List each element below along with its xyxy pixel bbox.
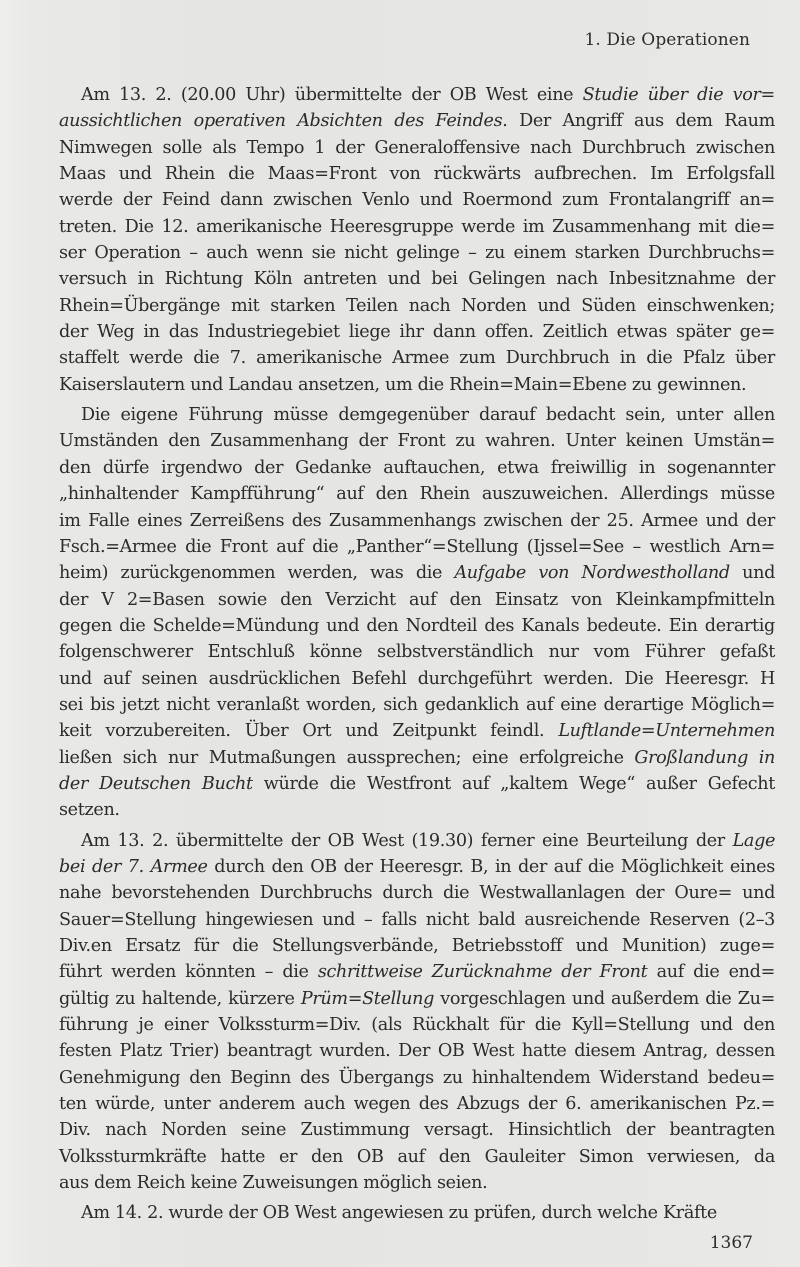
text-run: würde die Westfront auf „kaltem Wege“ außer Gefecht: [252, 773, 775, 794]
page-number: 1367: [709, 1233, 753, 1253]
text-line: [37, 1200, 753, 1226]
text-line: [37, 692, 775, 718]
text-run: Umständen den Zusammenhang der Front zu wahren. Unter keinen Umstän=: [59, 431, 775, 452]
running-head: 1. Die Operationen: [584, 30, 750, 50]
text-run: Rhein=Übergänge mit starken Teilen nach Norden und Süden einschwenken;: [59, 295, 775, 316]
text-line: [37, 372, 753, 398]
text-line: [37, 135, 775, 161]
text-line: [37, 82, 775, 108]
text-run: . Der Angriff aus dem Raum: [502, 111, 775, 132]
text-run: führt werden könnten – die: [59, 962, 318, 983]
text-line: [37, 933, 775, 959]
text-run: durch den OB der Heeresgr. B, in der auf die Möglichkeit eines: [207, 856, 775, 877]
text-line: [37, 560, 776, 586]
paragraph: [37, 828, 776, 1197]
text-run: staffelt werde die 7. amerikanische Armee zum Durchbruch in die Pfalz über: [59, 348, 775, 369]
text-run: aus dem Reich keine Zuweisungen möglich seien.: [59, 1173, 488, 1194]
text-run: und: [729, 563, 776, 584]
text-run: Die eigene Führung müsse demgegenüber darauf bedacht sein, unter allen: [81, 405, 775, 426]
text-run: den dürfe irgendwo der Gedanke auftauchen, etwa freiwillig in sogenannter: [59, 457, 775, 478]
text-run: der V 2=Basen sowie den Verzicht auf den Einsatz von Kleinkampfmitteln: [59, 589, 775, 610]
text-line: [37, 108, 775, 134]
text-run: Sauer=Stellung hingewiesen und – falls nicht bald ausreichende Reserven (2–3: [59, 909, 776, 930]
text-line: [37, 880, 775, 906]
text-run: Nimwegen solle als Tempo 1 der Generaloffensive nach Durchbruch zwischen: [59, 137, 775, 158]
text-run: Kaiserslautern und Landau ansetzen, um die Rhein=Main=Ebene zu gewinnen.: [59, 374, 747, 395]
text-line: [37, 1117, 776, 1143]
text-run: Am 13. 2. übermittelte der OB West (19.30) ferner eine Beurteilung der: [81, 830, 733, 851]
text-run: Div. nach Norden seine Zustimmung versagt. Hinsichtlich der beantragten: [59, 1120, 776, 1141]
text-run: sei bis jetzt nicht veranlaßt worden, sich gedanklich auf eine derartige Möglich=: [59, 694, 775, 715]
text-line: [37, 319, 776, 345]
text-run: nahe bevorstehenden Durchbruchs durch die Westwallanlagen der Oure= und: [59, 883, 775, 904]
italic-phrase: schrittweise Zurücknahme der Front: [317, 962, 648, 983]
paragraph: [37, 1200, 753, 1226]
italic-phrase: bei der 7. Armee: [59, 856, 208, 877]
text-line: [37, 534, 775, 560]
text-line: [37, 587, 775, 613]
text-line: [37, 1170, 753, 1196]
text-run: Volkssturmkräfte hatte er den OB auf den Gauleiter Simon verwiesen, da: [59, 1146, 775, 1167]
text-line: [37, 718, 775, 744]
text-line: [37, 1065, 776, 1091]
text-run: treten. Die 12. amerikanische Heeresgruppe werde im Zusammenhang mit die=: [59, 216, 775, 237]
text-line: [37, 455, 775, 481]
text-run: im Falle eines Zerreißens des Zusammenhangs zwischen der 25. Armee und der: [59, 510, 775, 531]
text-line: [37, 1038, 776, 1064]
text-run: vorgeschlagen und außerdem die Zu=: [434, 988, 775, 1009]
text-line: [37, 828, 776, 854]
text-run: folgenschwerer Entschluß könne selbstverständlich nur vom Führer gefaßt: [59, 642, 775, 663]
text-run: Fsch.=Armee die Front auf die „Panther“=Stellung (Ijssel=See – westlich Arn=: [59, 536, 775, 557]
text-line: [37, 666, 775, 692]
paragraph: [37, 82, 776, 398]
text-run: versuch in Richtung Köln antreten und bei Gelingen nach Inbesitznahme der: [59, 269, 776, 290]
text-run: heim) zurückgenommen werden, was die: [59, 563, 455, 584]
text-run: ten würde, unter anderem auch wegen des Abzugs der 6. amerikanischen Pz.=: [59, 1094, 775, 1115]
text-line: [37, 907, 776, 933]
text-run: gültig zu haltende, kürzere: [59, 988, 301, 1009]
text-line: [37, 1091, 775, 1117]
italic-phrase: Aufgabe von Nordwestholland: [454, 563, 730, 584]
text-line: [37, 508, 775, 534]
text-line: [37, 214, 775, 240]
body-text: [37, 82, 776, 1227]
text-line: [37, 481, 775, 507]
italic-phrase: Studie über die vor=: [582, 85, 775, 105]
text-line: [37, 959, 775, 985]
text-run: werde der Feind dann zwischen Venlo und Roermond zum Frontalangriff an=: [59, 190, 775, 211]
text-run: Am 14. 2. wurde der OB West angewiesen zu prüfen, durch welche Kräfte: [81, 1203, 717, 1224]
text-line: [37, 240, 775, 266]
text-run: Div.en Ersatz für die Stellungsverbände, Betriebsstoff und Munition) zuge=: [59, 936, 775, 956]
text-run: Genehmigung den Beginn des Übergangs zu hinhaltendem Widerstand bedeu=: [59, 1067, 776, 1088]
text-line: [37, 797, 753, 823]
text-run: ließen sich nur Mutmaßungen aussprechen; eine erfolgreiche: [59, 747, 635, 768]
italic-phrase: aussichtlichen operativen Absichten des Feindes: [59, 111, 503, 132]
italic-phrase: Prüm=Stellung: [300, 988, 434, 1009]
text-run: Am 13. 2. (20.00 Uhr) übermittelte der OB West eine: [81, 85, 583, 105]
text-run: ser Operation – auch wenn sie nicht gelinge – zu einem starken Durchbruchs=: [59, 243, 775, 264]
text-line: [37, 986, 775, 1012]
text-line: [37, 1012, 776, 1038]
text-run: „hinhaltender Kampfführung“ auf den Rhein auszuweichen. Allerdings müsse: [59, 484, 775, 505]
text-run: gegen die Schelde=Mündung und den Nordteil des Kanals bedeute. Ein derartig: [59, 615, 775, 636]
text-line: [37, 161, 775, 187]
text-line: [37, 402, 775, 428]
text-line: [37, 745, 775, 771]
italic-phrase: Luftlande=Unternehmen: [558, 721, 775, 742]
text-line: [37, 187, 775, 213]
text-line: [37, 345, 775, 371]
text-run: und auf seinen ausdrücklichen Befehl durchgeführt werden. Die Heeresgr. H: [59, 668, 775, 689]
text-line: [37, 428, 775, 454]
text-line: [37, 639, 775, 665]
text-run: festen Platz Trier) beantragt wurden. Der OB West hatte diesem Antrag, dessen: [59, 1041, 776, 1062]
text-run: keit vorzubereiten. Über Ort und Zeitpunkt feindl.: [59, 721, 559, 742]
text-line: [37, 854, 775, 880]
italic-phrase: der Deutschen Bucht: [59, 773, 253, 794]
text-run: setzen.: [59, 800, 120, 821]
text-line: [37, 1144, 775, 1170]
italic-phrase: Großlandung in: [634, 747, 775, 768]
paragraph: [37, 402, 776, 824]
text-run: der Weg in das Industriegebiet liege ihr dann offen. Zeitlich etwas später ge=: [59, 322, 776, 343]
text-run: Maas und Rhein die Maas=Front von rückwärts aufbrechen. Im Erfolgsfall: [59, 164, 775, 185]
text-line: [37, 293, 775, 319]
text-line: [37, 266, 776, 292]
italic-phrase: Lage: [732, 830, 776, 851]
text-line: [37, 613, 775, 639]
text-run: auf die end=: [647, 962, 775, 983]
text-line: [37, 771, 775, 797]
text-run: führung je einer Volkssturm=Div. (als Rückhalt für die Kyll=Stellung und den: [59, 1015, 776, 1036]
